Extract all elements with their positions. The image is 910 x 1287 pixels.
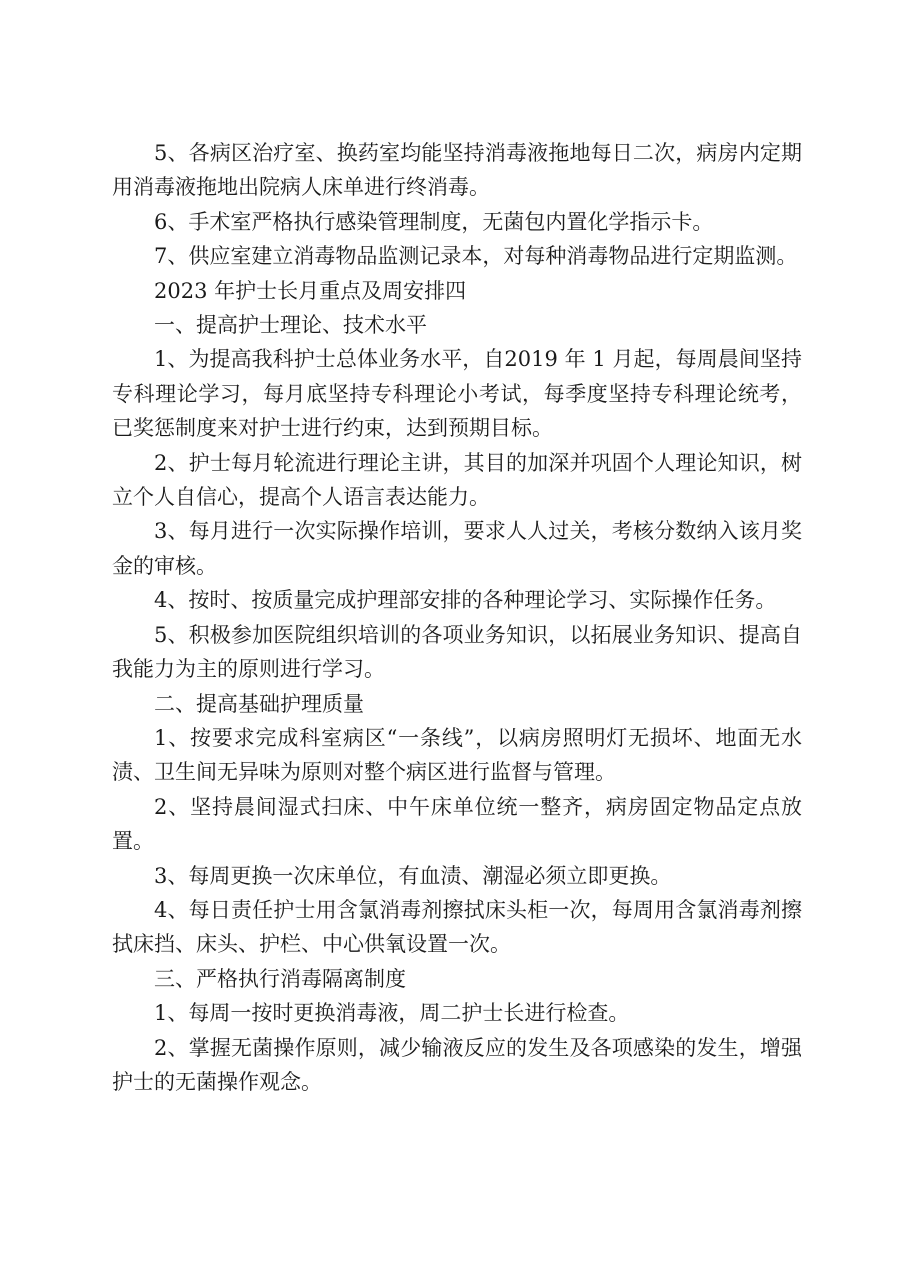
paragraph: 5、各病区治疗室、换药室均能坚持消毒液拖地每日二次，病房内定期用消毒液拖地出院病人床单进行终消毒。 (112, 141, 802, 200)
section-heading: 二、提高基础护理质量 (154, 691, 364, 716)
paragraph: 4、每日责任护士用含氯消毒剂擦拭床头柜一次，每周用含氯消毒剂擦拭床挡、床头、护栏、中心供氧设置一次。 (112, 897, 802, 957)
paragraph: 1、为提高我科护士总体业务水平，自2019 年 1 月起，每周晨间坚持专科理论学习，每月底坚持专科理论小考试，每季度坚持专科理论统考，已奖惩制度来对护士进行约束，达到预期目标。 (112, 347, 802, 441)
paragraph: 1、按要求完成科室病区“一条线”，以病房照明灯无损坏、地面无水渍、卫生间无异味为原则对整个病区进行监督与管理。 (112, 725, 802, 785)
paragraph: 3、每月进行一次实际操作培训，要求人人过关，考核分数纳入该月奖金的审核。 (112, 519, 802, 578)
paragraph: 3、每周更换一次床单位，有血渍、潮湿必须立即更换。 (154, 863, 672, 888)
paragraph: 2、坚持晨间湿式扫床、中午床单位统一整齐，病房固定物品定点放置。 (112, 794, 802, 854)
paragraph: 2、掌握无菌操作原则，减少输液反应的发生及各项感染的发生，增强护士的无菌操作观念。 (112, 1035, 802, 1094)
paragraph: 4、按时、按质量完成护理部安排的各种理论学习、实际操作任务。 (154, 588, 777, 613)
section-heading: 一、提高护士理论、技术水平 (154, 313, 427, 338)
section-heading: 三、严格执行消毒隔离制度 (154, 966, 406, 991)
paragraph: 5、积极参加医院组织培训的各项业务知识，以拓展业务知识、提高自我能力为主的原则进行学习。 (112, 622, 802, 682)
document-body (112, 136, 802, 1099)
paragraph: 6、手术室严格执行感染管理制度，无菌包内置化学指示卡。 (154, 209, 714, 234)
section-title: 2023 年护士长月重点及周安排四 (154, 278, 467, 303)
paragraph: 7、供应室建立消毒物品监测记录本，对每种消毒物品进行定期监测。 (154, 244, 798, 269)
paragraph: 2、护士每月轮流进行理论主讲，其目的加深并巩固个人理论知识，树立个人自信心，提高个人语言表达能力。 (112, 450, 802, 510)
paragraph: 1、每周一按时更换消毒液，周二护士长进行检查。 (154, 1001, 630, 1026)
